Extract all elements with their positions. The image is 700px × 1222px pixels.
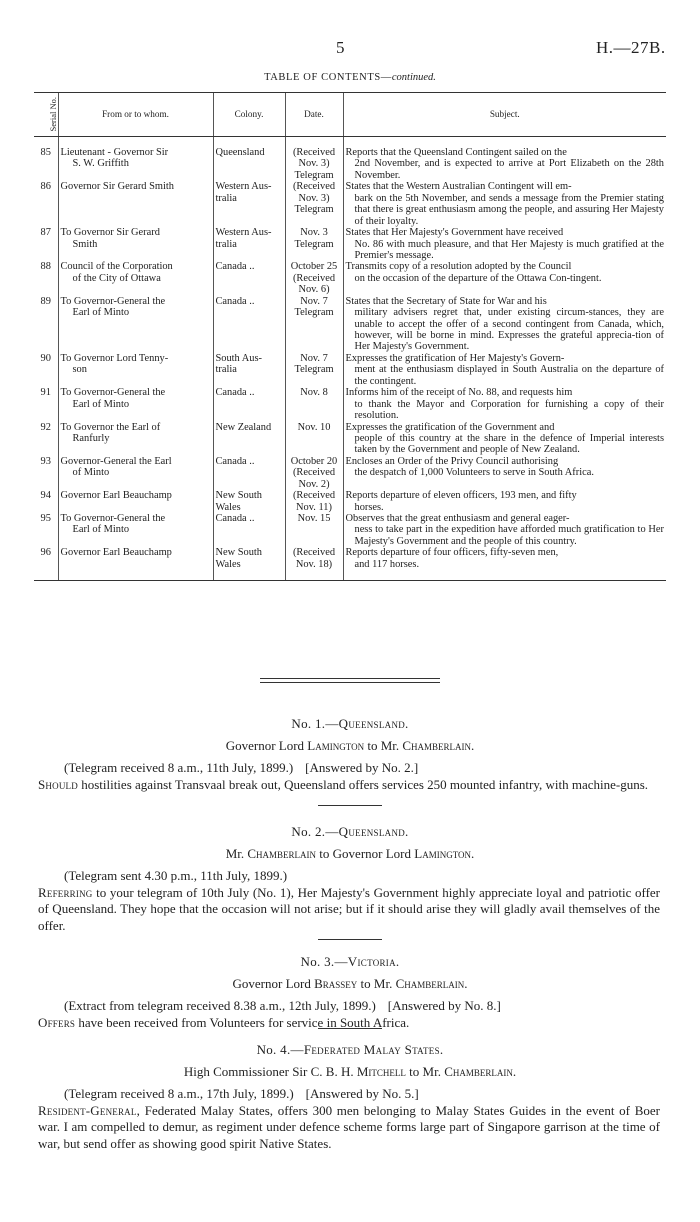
section-divider (318, 939, 382, 940)
from-line: son (72, 364, 87, 376)
subject-first-line: Encloses an Order of the Privy Council authorising (345, 455, 559, 467)
body-lead: Resident-General, (38, 1103, 141, 1118)
date-line: (Received (292, 490, 336, 502)
date-line: Nov. 8 (300, 387, 328, 399)
from-or-to-whom (58, 137, 213, 182)
telegram-note (0, 760, 700, 776)
correspondent-from: Brassey (314, 976, 358, 991)
correspondent-to: Chamberlain. (395, 976, 468, 991)
table-row (34, 387, 666, 421)
from-line: Governor Sir Gerard Smith (60, 181, 174, 193)
subject (343, 296, 666, 353)
header-from: From or to whom. (58, 93, 213, 137)
from-or-to-whom (58, 353, 213, 387)
date-line: Nov. 6) (298, 284, 330, 296)
subject-continuation: ment at the enthusiasm displayed in South Australia on the departure of the contingent. (354, 364, 664, 387)
document-section (0, 824, 700, 934)
subject (343, 422, 666, 456)
from-line: Earl of Minto (72, 307, 130, 319)
date (285, 456, 343, 490)
serial-number: 93 (40, 455, 51, 467)
from-or-to-whom (58, 261, 213, 295)
from-or-to-whom (58, 513, 213, 547)
from-line: Council of the Corporation (60, 261, 173, 273)
colony: Canada .. (213, 261, 285, 295)
from-line: To Governor-General the (60, 387, 166, 399)
subject-continuation: the despatch of 1,000 Volunteers to serve in South Africa. (354, 467, 594, 479)
date-line: Telegram (294, 204, 334, 216)
subject-continuation: military advisers regret that, under existing circum-stances, they are unable to accept the offer of a second contingent from Canada, which, however, will be borne in mind. Expresses the grateful apprecia-tion of Her Majesty's Government. (354, 307, 664, 353)
toc-title (0, 72, 700, 83)
contents-table (34, 92, 666, 581)
date-line: Nov. 3) (298, 192, 330, 204)
subject (343, 227, 666, 261)
colony: Canada .. (213, 387, 285, 421)
document-section (0, 716, 700, 793)
serial-number: 89 (40, 295, 51, 307)
double-rule-bottom (260, 682, 440, 683)
subject-continuation: people of this country at the share in the defence of Imperial interests taken by the Government and people of New Zealand. (354, 432, 664, 456)
date-line: Nov. 2) (298, 478, 330, 490)
subject-first-line: States that the Secretary of State for War and his (345, 295, 547, 307)
subject-continuation: horses. (354, 501, 384, 513)
subject-first-line: Informs him of the receipt of No. 88, and requests him (345, 387, 573, 399)
toc-title-text: TABLE OF CONTENTS— (264, 72, 392, 83)
subject-continuation: No. 86 with much pleasure, and that Her Majesty is much gratified at the Premier's message. (354, 238, 664, 261)
from-line: Smith (72, 238, 98, 250)
subject-first-line: Expresses the gratification of the Government and (345, 421, 555, 433)
subject (343, 456, 666, 490)
section-number: No. 3.— (300, 954, 348, 969)
subject-first-line: Observes that the great enthusiasm and general eager- (345, 513, 570, 524)
from-line: To Governor Lord Tenny- (60, 352, 169, 364)
section-number: No. 1.— (291, 716, 339, 731)
from-or-to-whom (58, 181, 213, 227)
subject-continuation: bark on the 5th November, and sends a message from the Premier stating that there is great enthusiasm among the people, and assuring Her Majesty of their loyalty. (354, 192, 664, 227)
date-line: Telegram (294, 364, 334, 376)
section-place: Victoria. (347, 954, 400, 969)
table-row (34, 227, 666, 261)
page-number: 5 (336, 38, 345, 57)
date-line: Telegram (294, 169, 334, 181)
date (285, 296, 343, 353)
header-colony: Colony. (213, 93, 285, 137)
date (285, 181, 343, 227)
section-body (0, 1103, 700, 1152)
from-or-to-whom (58, 422, 213, 456)
serial-number: 95 (40, 513, 51, 524)
date-line: October 20 (290, 455, 338, 467)
date-line: (Received (292, 181, 336, 193)
subject (343, 137, 666, 182)
from-or-to-whom (58, 547, 213, 580)
correspondent-from: Chamberlain (247, 846, 317, 861)
section-number: No. 2.— (291, 824, 339, 839)
document-section (0, 954, 700, 1031)
table-row (34, 456, 666, 490)
table-row (34, 422, 666, 456)
telegram-note (0, 998, 700, 1014)
table-row (34, 490, 666, 513)
subject (343, 547, 666, 580)
serial-number: 91 (40, 387, 51, 399)
body-text: Federated Malay States, offers 300 men belonging to Malay States Guides in the event of Boer war. I am compelled to demur, as regiment under defence scheme forms large part of Singapore garrison at the time of war, but send offer as showing good spirit Native States. (38, 1103, 660, 1151)
subject-continuation: to thank the Mayor and Corporation for furnishing a copy of their resolution. (354, 398, 664, 422)
section-place: Queensland. (338, 716, 409, 731)
section-correspondents (0, 976, 700, 992)
serial-number: 92 (40, 421, 51, 433)
date (285, 353, 343, 387)
date-line: Nov. 11) (296, 501, 332, 513)
correspondent-prefix: High Commissioner Sir C. B. H. (183, 1064, 357, 1079)
serial-number: 88 (40, 261, 51, 273)
subject (343, 181, 666, 227)
subject-continuation: 2nd November, and is expected to arrive at Port Elizabeth on the 28th November. (354, 158, 664, 181)
correspondent-mid: to Mr. (364, 738, 403, 753)
date (285, 137, 343, 182)
date-line: Nov. 3) (298, 158, 330, 170)
subject-first-line: Reports that the Queensland Contingent sailed on the (345, 147, 567, 158)
from-line: To Governor Sir Gerard (60, 227, 160, 239)
date (285, 422, 343, 456)
from-line: To Governor the Earl of (60, 421, 161, 433)
toc-title-continued: continued. (391, 72, 436, 83)
serial-number: 96 (34, 547, 58, 580)
from-line: Earl of Minto (72, 398, 130, 410)
date-line: Telegram (294, 238, 334, 250)
body-text: hostilities against Transvaal break out, Queensland offers services 250 mounted infantry, with machine-guns. (77, 777, 649, 792)
body-text: to your telegram of 10th July (No. 1), Her Majesty's Government highly appreciate loyal and patriotic offer of Queensland. They hope that the occasion will not arise; but if it should arise they will gladly avail themselves of the offer. (38, 885, 660, 933)
section-correspondents (0, 1064, 700, 1080)
date-line: (Received (292, 147, 336, 158)
date-line: Nov. 7 (300, 352, 328, 364)
date-line: (Received (292, 467, 336, 479)
subject (343, 353, 666, 387)
answered-by: [Answered by No. 2.] (305, 760, 419, 775)
date (285, 513, 343, 547)
from-or-to-whom (58, 456, 213, 490)
subject-first-line: States that the Western Australian Contingent will em- (345, 181, 572, 193)
telegram-received: (Telegram received 8 a.m., 17th July, 1899.) (64, 1086, 294, 1101)
from-line: Lieutenant - Governor Sir (60, 147, 169, 158)
from-or-to-whom (58, 227, 213, 261)
subject-first-line: States that Her Majesty's Government have received (345, 227, 564, 239)
subject (343, 387, 666, 421)
body-lead: Referring (38, 885, 93, 900)
colony: Western Aus-tralia (213, 227, 285, 261)
telegram-received: (Extract from telegram received 8.38 a.m., 12th July, 1899.) (64, 998, 376, 1013)
table-row (34, 181, 666, 227)
from-or-to-whom (58, 387, 213, 421)
table-row (34, 547, 666, 580)
header-subject: Subject. (343, 93, 666, 137)
section-place: Federated Malay States. (303, 1042, 444, 1057)
from-line: of Minto (72, 467, 110, 479)
from-line: Governor-General the Earl (60, 455, 172, 467)
section-title (0, 716, 700, 732)
correspondent-from: Mitchell (356, 1064, 406, 1079)
date (285, 547, 343, 580)
serial-number: 85 (40, 147, 51, 158)
section-number: No. 4.— (256, 1042, 304, 1057)
section-correspondents (0, 846, 700, 862)
colony: Canada .. (213, 296, 285, 353)
correspondent-to: Chamberlain. (402, 738, 475, 753)
date (285, 261, 343, 295)
telegram-received: (Telegram sent 4.30 p.m., 11th July, 1899.) (64, 868, 288, 883)
colony: New South Wales (213, 490, 285, 513)
colony: South Aus-tralia (213, 353, 285, 387)
header-serial: Serial No. (34, 93, 58, 137)
document-section (0, 1042, 700, 1152)
correspondent-from: Lamington (307, 738, 365, 753)
subject-first-line: Reports departure of eleven officers, 193 men, and fifty (345, 490, 577, 502)
subject-continuation: on the occasion of the departure of the Ottawa Con-tingent. (354, 272, 602, 284)
table-row (34, 513, 666, 547)
telegram-note (0, 1086, 700, 1102)
correspondent-mid: to Mr. (357, 976, 396, 991)
telegram-note (0, 868, 700, 884)
correspondent-to: Lamington. (414, 846, 475, 861)
subject-first-line: Reports departure of four officers, fifty-seven men, (345, 547, 559, 559)
date-line: Telegram (294, 307, 334, 319)
section-divider (318, 1028, 382, 1029)
section-body (0, 885, 700, 934)
table-header-row (34, 93, 666, 137)
date (285, 387, 343, 421)
table-row (34, 296, 666, 353)
date-line: Nov. 10 (297, 421, 331, 433)
table-row (34, 137, 666, 182)
answered-by: [Answered by No. 5.] (305, 1086, 419, 1101)
body-text: have been received from Volunteers for service in South Africa. (75, 1015, 410, 1030)
section-body (0, 777, 700, 793)
from-line: Governor Earl Beauchamp (60, 490, 172, 502)
colony: Canada .. (213, 456, 285, 490)
from-line: S. W. Griffith (72, 158, 129, 170)
section-divider (318, 805, 382, 806)
double-rule-top (260, 678, 440, 679)
date (285, 227, 343, 261)
from-line: To Governor-General the (60, 295, 166, 307)
from-or-to-whom (58, 296, 213, 353)
body-lead: Should (38, 777, 78, 792)
date-line: (Received (292, 547, 336, 559)
answered-by: [Answered by No. 8.] (387, 998, 501, 1013)
header-date: Date. (285, 93, 343, 137)
date-line: Nov. 18) (295, 558, 333, 570)
from-line: Earl of Minto (72, 524, 130, 536)
table-row (34, 353, 666, 387)
subject-first-line: Expresses the gratification of Her Majesty's Govern- (345, 352, 565, 364)
from-line: Governor Earl Beauchamp (60, 547, 172, 559)
subject-continuation: and 117 horses. (354, 558, 420, 570)
serial-number: 87 (40, 227, 51, 239)
correspondent-prefix: Governor Lord (225, 738, 308, 753)
section-place: Queensland. (338, 824, 409, 839)
subject (343, 261, 666, 295)
section-title (0, 1042, 700, 1058)
serial-number: 86 (40, 181, 51, 193)
date-line: Nov. 7 (300, 295, 328, 307)
section-title (0, 954, 700, 970)
date-line: October 25 (290, 261, 338, 273)
subject-continuation: ness to take part in the expedition have afforded much gratification to Her Majesty's Government and the people of this country. (354, 524, 664, 547)
telegram-received: (Telegram received 8 a.m., 11th July, 1899.) (64, 760, 294, 775)
section-correspondents (0, 738, 700, 754)
from-or-to-whom (58, 490, 213, 513)
table-row (34, 261, 666, 295)
colony: Western Aus-tralia (213, 181, 285, 227)
correspondent-mid: to Governor Lord (316, 846, 415, 861)
colony: New South Wales (213, 547, 285, 580)
colony: Queensland (213, 137, 285, 182)
from-line: Ranfurly (72, 432, 110, 444)
serial-number: 90 (40, 352, 51, 364)
colony: New Zealand (213, 422, 285, 456)
date (285, 490, 343, 513)
correspondent-prefix: Mr. (225, 846, 248, 861)
subject (343, 490, 666, 513)
section-title (0, 824, 700, 840)
correspondent-prefix: Governor Lord (232, 976, 315, 991)
from-line: of the City of Ottawa (72, 272, 161, 284)
subject-first-line: Transmits copy of a resolution adopted by the Council (345, 261, 572, 273)
date-line: Nov. 3 (300, 227, 328, 239)
date-line: Nov. 15 (297, 513, 331, 524)
body-lead: Offers (38, 1015, 76, 1030)
correspondent-to: Chamberlain. (444, 1064, 517, 1079)
date-line: (Received (292, 272, 336, 284)
colony: Canada .. (213, 513, 285, 547)
subject (343, 513, 666, 547)
from-line: To Governor-General the (60, 513, 166, 524)
page-reference: H.—27B. (596, 38, 666, 57)
serial-number: 94 (40, 490, 51, 502)
correspondent-mid: to Mr. (405, 1064, 445, 1079)
